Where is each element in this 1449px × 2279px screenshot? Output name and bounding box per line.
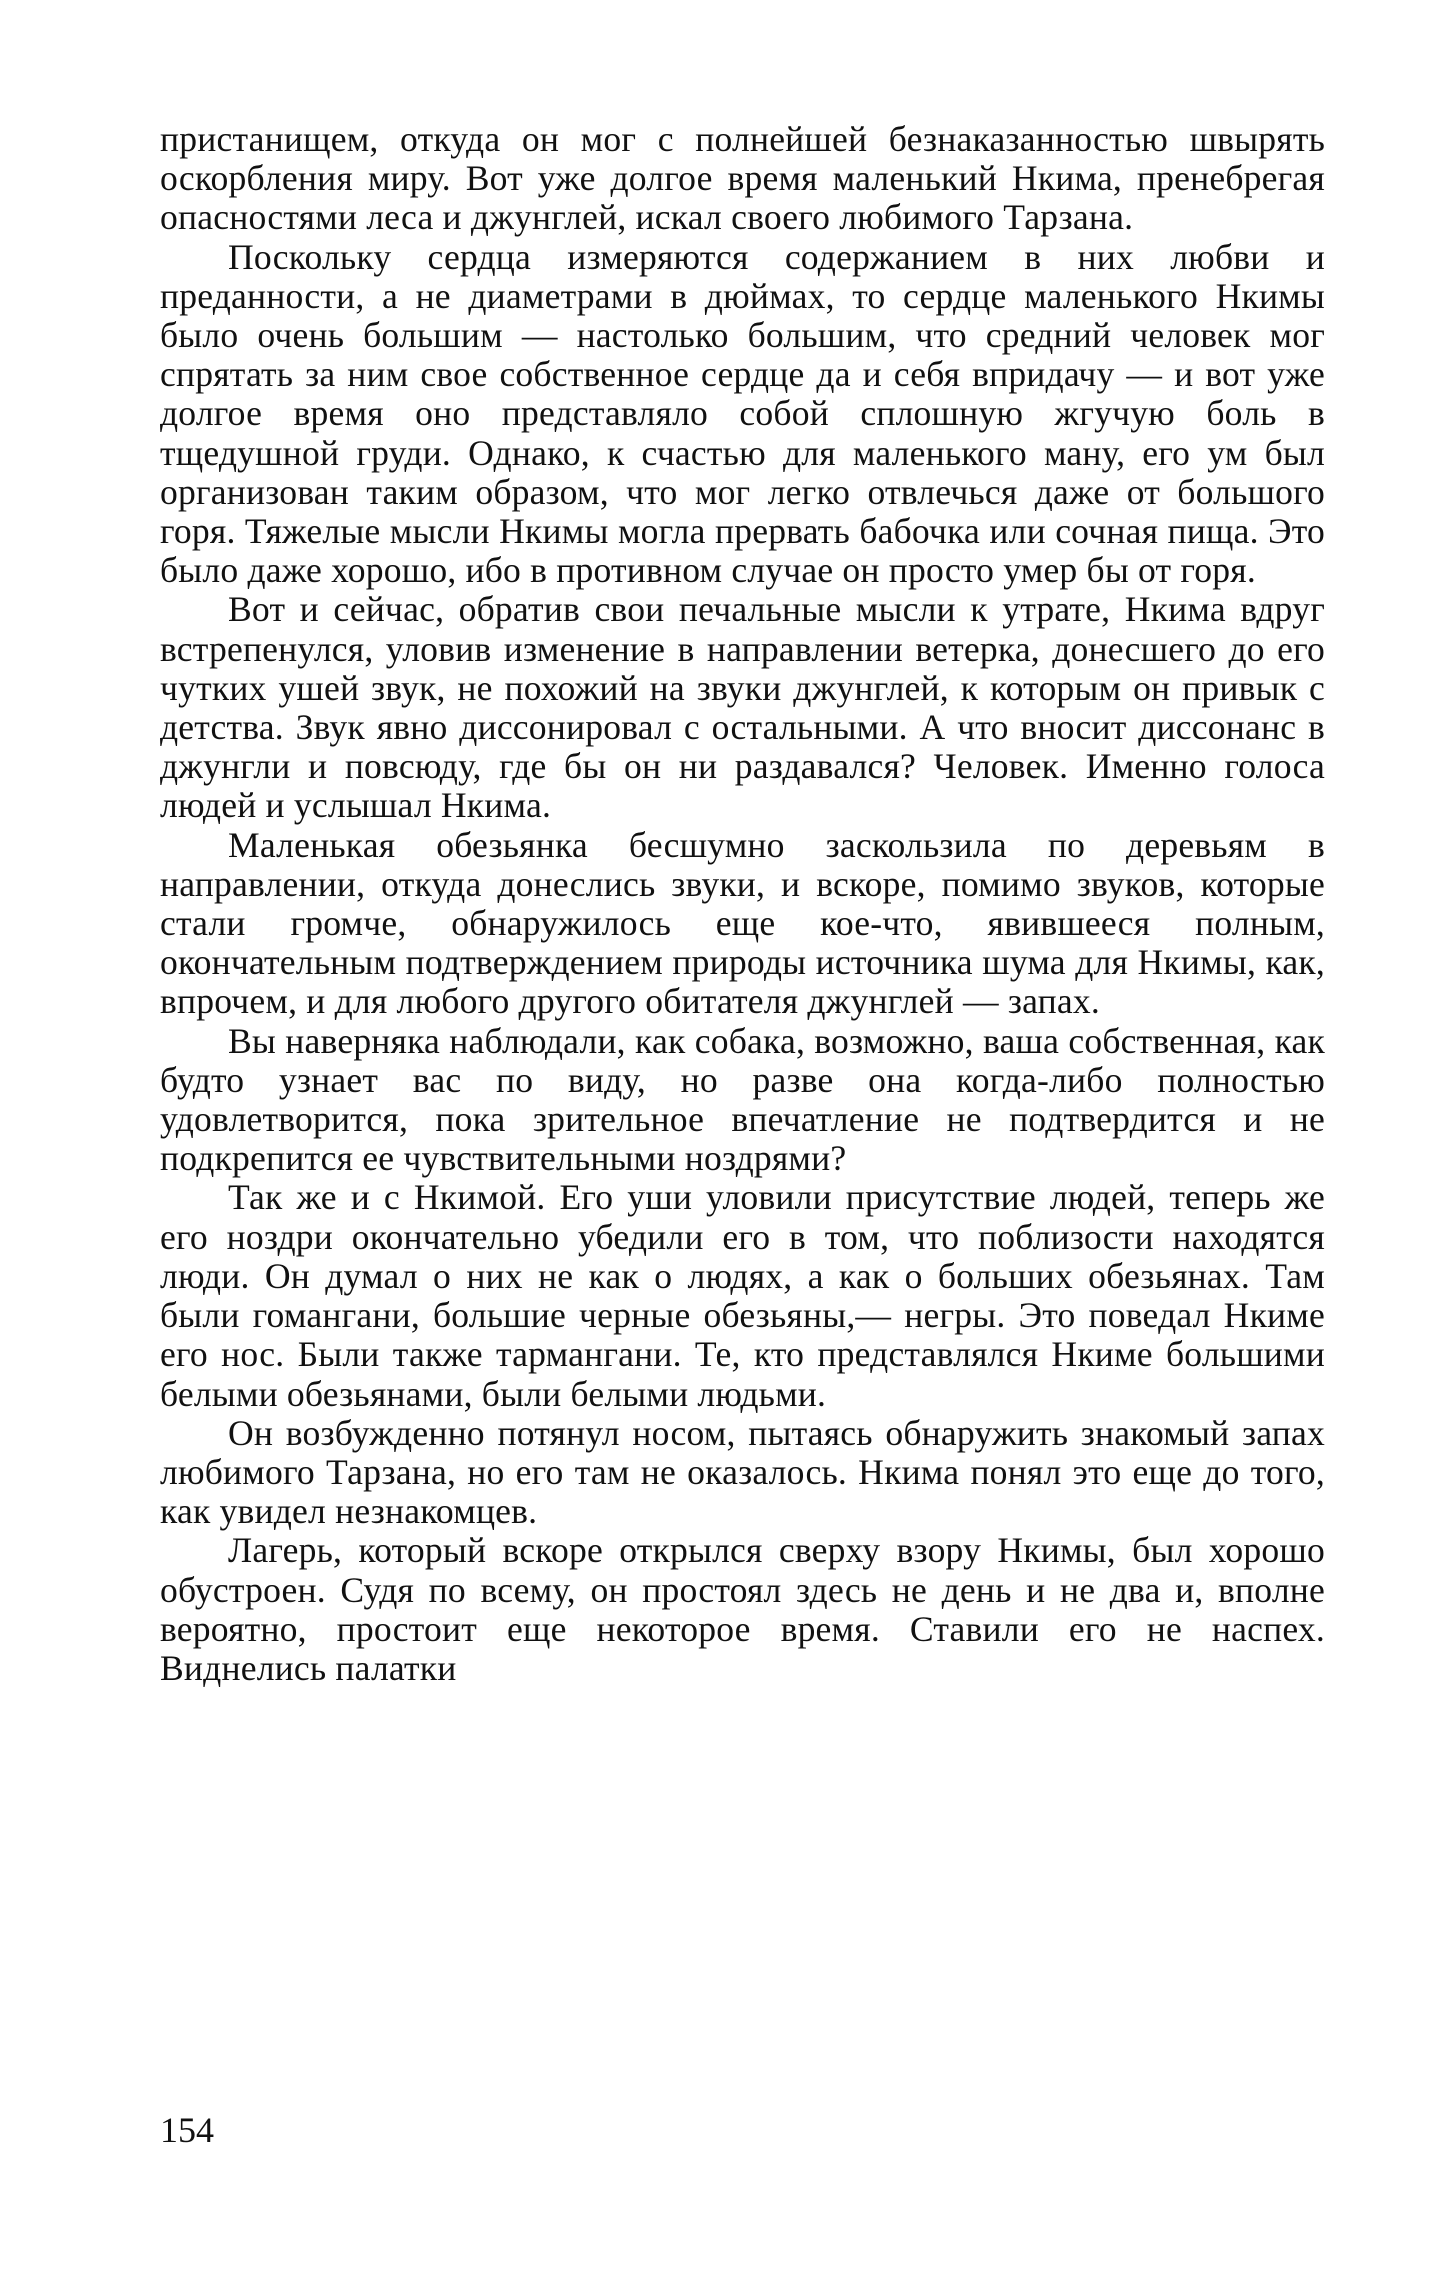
paragraph-6: Так же и с Нкимой. Его уши уловили присутствие людей, теперь же его ноздри окончательно убедили его в том, что поблизости находятся люди. Он думал о них не как о людях, а как о больших обезьянах. Там были гомангани, большие черные обезьяны,— негры. Это поведал Нкиме его нос. Были также тармангани. Те, кто представлялся Нкиме большими белыми обезьянами, были белыми людьми. bbox=[160, 1177, 1325, 1414]
paragraph-5: Вы наверняка наблюдали, как собака, возможно, ваша собственная, как будто узнает вас по виду, но разве она когда-либо полностью удовлетворится, пока зрительное впечатление не подтвердится и не подкрепится ее чувствительными ноздрями? bbox=[160, 1020, 1325, 1179]
paragraph-7: Он возбужденно потянул носом, пытаясь обнаружить знакомый запах любимого Тарзана, но его там не оказалось. Нкима понял это еще до того, как увидел незнакомцев. bbox=[160, 1412, 1325, 1532]
paragraph-3: Вот и сейчас, обратив свои печальные мысли к утрате, Нкима вдруг встрепенулся, уловив изменение в направлении ветерка, донесшего до его чутких ушей звук, не похожий на звуки джунглей, к которым он привык с детства. Звук явно диссонировал с остальными. А что вносит диссонанс в джунгли и повсюду, где бы он ни раздавался? Человек. Именно голоса людей и услышал Нкима. bbox=[160, 589, 1325, 826]
paragraph-1: пристанищем, откуда он мог с полнейшей безнаказанностью швырять оскорбления миру. Вот уже долгое время маленький Нкима, пренебрегая опасностями леса и джунглей, искал своего любимого Тарзана. bbox=[160, 119, 1325, 238]
paragraph-4: Маленькая обезьянка бесшумно заскользила по деревьям в направлении, откуда донеслись звуки, и вскоре, помимо звуков, которые стали громче, обнаружилось еще кое-что, явившееся полным, окончательным подтверждением природы источника шума для Нкимы, как, впрочем, и для любого другого обитателя джунглей — запах. bbox=[160, 824, 1325, 1022]
body-text bbox=[160, 120, 1325, 1688]
paragraph-2: Поскольку сердца измеряются содержанием в них любви и преданности, а не диаметрами в дюймах, то сердце маленького Нкимы было очень большим — настолько большим, что средний человек мог спрятать за ним свое собственное сердце да и себя впридачу — и вот уже долгое время оно представляло собой сплошную жгучую боль в тщедушной груди. Однако, к счастью для маленького ману, его ум был организован таким образом, что мог легко отвлечься даже от большого горя. Тяжелые мысли Нкимы могла прервать бабочка или сочная пища. Это было даже хорошо, ибо в противном случае он просто умер бы от горя. bbox=[160, 236, 1325, 591]
page-number: 154 bbox=[160, 2110, 214, 2150]
paragraph-8: Лагерь, который вскоре открылся сверху взору Нкимы, был хорошо обустроен. Судя по всему, он простоял здесь не день и не два и, вполне вероятно, простоит еще некоторое время. Ставили его не наспех. Виднелись палатки bbox=[160, 1530, 1325, 1688]
